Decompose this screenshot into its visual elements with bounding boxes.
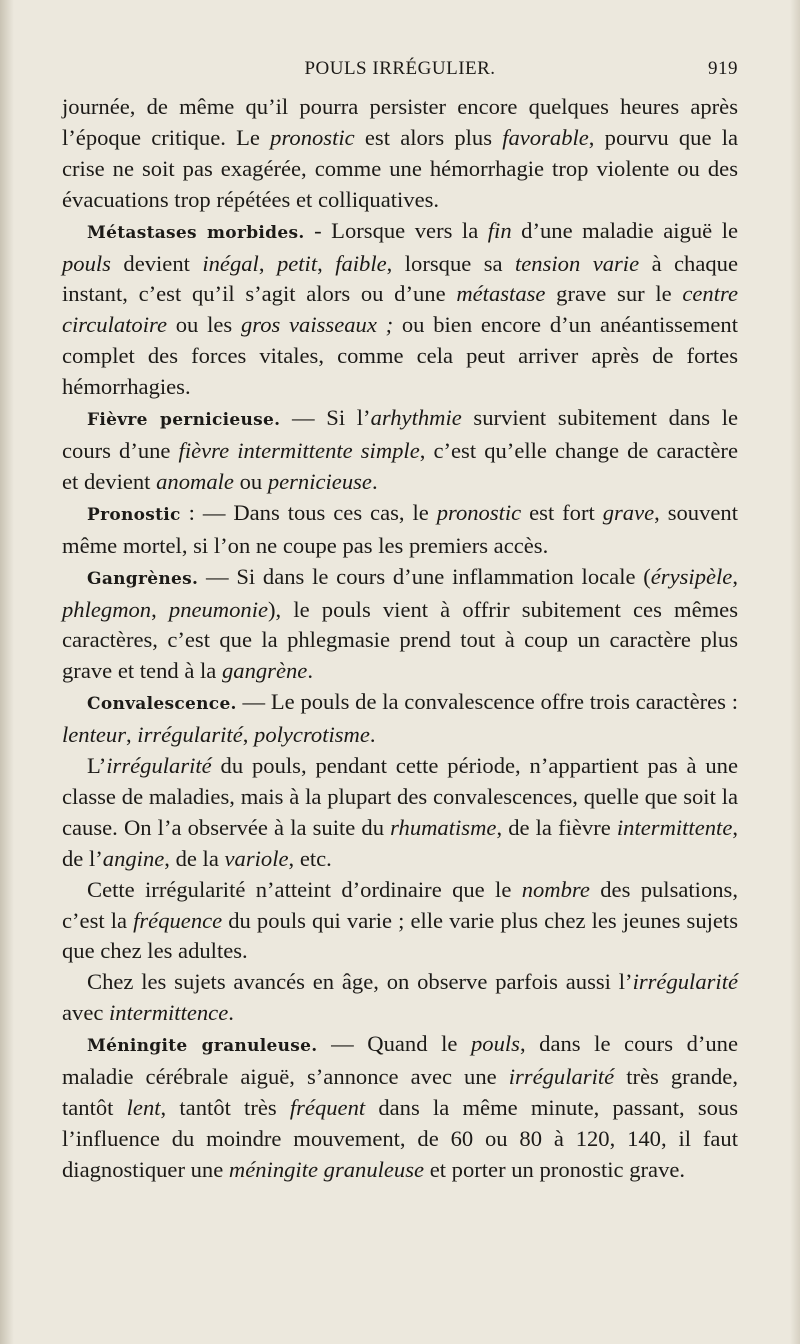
italic-term: pronostic [270,124,355,150]
text-run: devient [110,250,203,276]
italic-term: inégal [202,250,259,276]
page-header [62,58,738,88]
text-run: ou [233,468,268,494]
paragraph [62,967,738,1029]
text-run: dans la même minute, passant, sous l’influence du moindre mouvement, de 60 ou 80 à 120, 140, il faut diagnostiquer une [62,1095,738,1182]
text-run: , pourvu que la crise ne soit pas exagérée, comme une hémorrhagie trop violente ou des évacuations trop répétées et colliquatives. [62,124,738,212]
text-run: du pouls, pendant cette période, n’appartient pas à une classe de maladies, mais à la plupart des convalescences, quelle que soit la cause. On l’a observée à la suite du [62,753,738,840]
italic-term: irrégularité [106,753,212,779]
section-heading: Pronostic [87,504,181,525]
text-run: Cette irrégularité n’atteint d’ordinaire que le [87,876,522,902]
text-run: . [371,468,378,494]
italic-term: grave [602,499,655,525]
section-heading: Gangrènes. [87,568,199,589]
italic-term: érysipèle [650,563,733,589]
italic-term: irrégularité [632,969,738,995]
italic-term: petit [276,250,318,276]
italic-term: variole [224,845,289,871]
text-run: , de la fièvre [496,814,617,840]
italic-term: intermittente [616,814,733,840]
page-edge-shadow [790,0,800,1344]
text-run: ), le pouls vient à offrir subitement ces mêmes caractères, c’est que la phlegmasie prend tout à coup un caractère plus grave et tend à la [62,596,738,684]
text-run: , [732,563,738,589]
italic-term: irrégularité [137,722,243,748]
italic-term: anomale [156,468,234,494]
text-run: . [228,1000,234,1026]
text-run: , lorsque sa [386,250,515,276]
text-run: ou les [167,312,241,338]
italic-term: polycrotisme [254,722,370,748]
italic-term: fin [487,217,512,243]
italic-term: lenteur [62,722,126,748]
text-run: , [151,596,169,622]
italic-term: faible [335,250,387,276]
text-run: avec [62,1000,110,1026]
italic-term: gros vaisseaux ; [240,312,394,338]
text-run: , [126,722,138,748]
paragraph [62,562,738,688]
section-heading: Convalescence. [87,694,237,715]
italic-term: fréquent [289,1095,366,1120]
text-run: , [258,250,277,276]
paragraph [62,875,738,968]
italic-term: gangrène [221,658,308,684]
italic-term: irrégularité [508,1064,615,1090]
paragraph [62,498,738,562]
text-run: à chaque instant, c’est qu’il s’agit alors ou d’une [62,250,739,307]
text-run: — Le pouls de la convalescence offre trois caractères : [236,689,738,715]
text-run: journée, de même qu’il pourra persister encore quelques heures après l’époque critique. Le [62,94,738,150]
italic-term: centre circulatoire [62,281,738,338]
section-heading: Méningite granuleuse. [87,1036,318,1057]
italic-term: pneumonie [168,596,269,622]
text-run: , etc. [288,845,332,871]
paragraph [62,92,738,216]
text-run: Chez les sujets avancés en âge, on observe parfois aussi l’ [87,969,633,995]
text-run: est fort [521,499,603,525]
text-run: . [307,658,313,684]
italic-term: nombre [521,876,590,902]
text-run: est alors plus [354,124,503,150]
paragraph [62,1029,738,1186]
paragraph [62,687,738,751]
text-run: — Quand le [317,1031,471,1057]
text-run: , de la [164,845,225,871]
italic-term: fréquence [133,907,223,933]
text-run: ou bien encore d’un anéantissement complet des forces vitales, comme cela peut arriver après de fortes hémorrhagies. [62,312,739,400]
italic-term: métastase [456,281,546,307]
text-run: survient subitement dans le cours d’une [62,405,738,463]
italic-term: arhythmie [370,405,462,431]
section-heading: Métastases morbides. [87,222,305,243]
text-run: d’une maladie aiguë le [511,217,739,243]
paragraph [62,751,738,875]
text-run: , [242,722,255,748]
text-run: très grande, tantôt [62,1064,738,1120]
text-run: — Si dans le cours d’une inflammation locale ( [198,563,651,589]
text-run: - Lorsque vers la [304,217,488,243]
text-run: grave sur le [545,281,683,307]
italic-term: intermittence [109,1000,229,1026]
italic-term: phlegmon [62,596,152,622]
text-run: des pulsations, c’est la [62,876,738,933]
paragraph [62,216,738,403]
text-run: L’ [87,753,107,779]
italic-term: angine [102,845,165,871]
text-run: : — Dans tous ces cas, le [180,499,437,525]
text-run: — Si l’ [280,405,371,431]
running-title: POULS IRRÉGULIER. [304,58,496,79]
italic-term: lent [126,1095,161,1120]
text-run: , souvent même mortel, si l’on ne coupe pas les premiers accès. [62,499,739,558]
italic-term: méningite granuleuse [228,1156,425,1182]
italic-term: pernicieuse [267,468,372,494]
italic-term: pouls [62,250,111,276]
italic-term: pronostic [436,499,522,525]
italic-term: rhumatisme [390,814,497,840]
page-number: 919 [708,58,738,79]
text-run: du pouls qui varie ; elle varie plus chez les jeunes sujets que chez les adultes. [62,907,738,964]
italic-term: pouls [470,1031,520,1057]
text-run: et porter un pronostic grave. [424,1156,686,1182]
text-run: , de l’ [62,814,738,871]
text-run: , c’est qu’elle change de caractère et devient [62,437,738,494]
italic-term: favorable [502,124,589,150]
italic-term: tension varie [514,250,640,276]
text-run: , [317,250,336,276]
text-run: , dans le cours d’une maladie cérébrale aiguë, s’annonce avec une [62,1031,739,1090]
text-run: . [369,722,376,748]
page-binding-shadow [0,0,14,1344]
text-run: , tantôt très [160,1095,290,1120]
italic-term: fièvre intermittente simple [178,437,420,463]
section-heading: Fièvre pernicieuse. [87,410,281,431]
paragraph [62,403,738,498]
body-text [62,92,738,1186]
